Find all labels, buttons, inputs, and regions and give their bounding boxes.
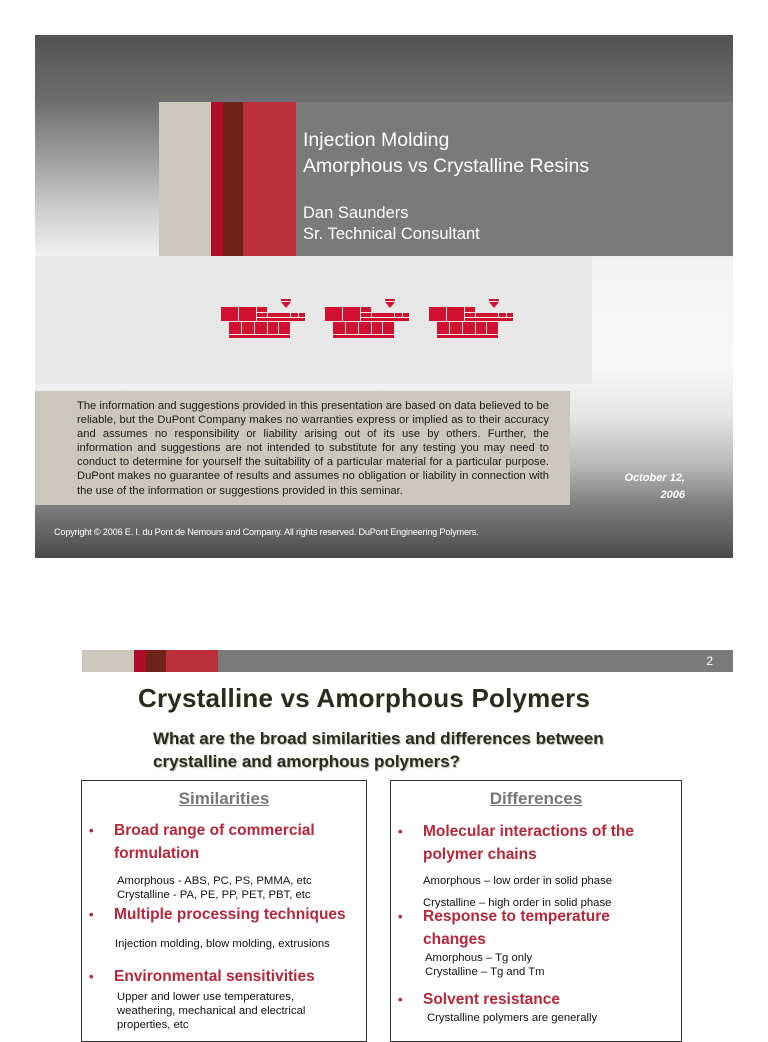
detail-text: Crystalline – Tg and Tm bbox=[425, 966, 545, 978]
title-line-1: Injection Molding bbox=[303, 129, 450, 151]
similarity-bullet bbox=[89, 903, 346, 926]
bullet-text: Multiple processing techniques bbox=[114, 906, 346, 923]
similarities-heading: Similarities bbox=[178, 789, 270, 808]
differences-heading: Differences bbox=[489, 789, 583, 808]
bullet-text: Environmental sensitivities bbox=[114, 968, 315, 985]
presenter bbox=[303, 203, 480, 245]
title-slide bbox=[35, 35, 733, 558]
detail-text: Crystalline – high order in solid phase bbox=[423, 897, 612, 909]
bullet-dot-icon: • bbox=[89, 969, 94, 984]
page-number: 2 bbox=[706, 654, 713, 668]
detail-text: Amorphous - ABS, PC, PS, PMMA, etc bbox=[117, 875, 312, 887]
bullet-text: formulation bbox=[114, 845, 200, 862]
dark-red-stripe bbox=[146, 650, 166, 672]
subtitle-line-2: crystalline and amorphous polymers? bbox=[153, 752, 461, 771]
difference-bullet bbox=[398, 988, 560, 1011]
detail-text: weathering, mechanical and electrical bbox=[117, 1005, 306, 1017]
presentation-date bbox=[595, 470, 685, 504]
red-stripe bbox=[134, 650, 146, 672]
brick-red-stripe bbox=[166, 650, 218, 672]
dark-red-stripe bbox=[223, 102, 243, 256]
similarity-detail bbox=[117, 990, 305, 1032]
presenter-name: Dan Saunders bbox=[303, 204, 409, 222]
bullet-text: Molecular interactions of the bbox=[423, 823, 635, 840]
header-gradient bbox=[35, 35, 733, 102]
detail-text: Injection molding, blow molding, extrusions bbox=[115, 938, 330, 950]
similarity-detail bbox=[117, 874, 312, 902]
slide-subtitle bbox=[153, 727, 604, 773]
differences-box bbox=[390, 780, 682, 1042]
copyright-notice: Copyright © 2006 E. I. du Pont de Nemours and Company. All rights reserved. DuPont Engineering Polymers. bbox=[54, 527, 479, 537]
disclaimer-box bbox=[35, 391, 570, 505]
similarity-bullet bbox=[89, 965, 315, 988]
detail-text: Upper and lower use temperatures, bbox=[117, 991, 295, 1003]
beige-stripe bbox=[159, 102, 211, 256]
slide-title: Crystalline vs Amorphous Polymers bbox=[138, 683, 591, 713]
bullet-dot-icon: • bbox=[398, 992, 403, 1007]
subtitle-line-1: What are the broad similarities and differences between bbox=[153, 729, 604, 748]
detail-text: Crystalline polymers are generally bbox=[427, 1012, 598, 1024]
similarities-box bbox=[81, 780, 367, 1042]
left-gradient bbox=[35, 102, 159, 256]
bullet-dot-icon: • bbox=[89, 823, 94, 838]
title-line-2: Amorphous vs Crystalline Resins bbox=[303, 155, 590, 177]
bullet-text: changes bbox=[423, 931, 486, 948]
detail-text: properties, etc bbox=[117, 1019, 189, 1031]
bullet-dot-icon: • bbox=[398, 824, 403, 839]
detail-text: Amorphous – Tg only bbox=[425, 952, 533, 964]
difference-bullet bbox=[398, 905, 610, 951]
bullet-text: Broad range of commercial bbox=[114, 822, 315, 839]
date-line-1: October 12, bbox=[624, 472, 685, 484]
bullet-dot-icon: • bbox=[89, 907, 94, 922]
detail-text: Crystalline - PA, PE, PP, PET, PBT, etc bbox=[117, 889, 311, 901]
machine-icons-row bbox=[221, 297, 521, 341]
slide-header-bar bbox=[82, 650, 733, 672]
red-stripe bbox=[211, 102, 223, 256]
difference-detail bbox=[425, 951, 545, 979]
injection-molding-machine-icon bbox=[325, 297, 415, 341]
bullet-dot-icon: • bbox=[398, 909, 403, 924]
similarity-bullet bbox=[89, 819, 315, 865]
injection-molding-machine-icon bbox=[429, 297, 519, 341]
date-line-2: 2006 bbox=[660, 489, 685, 501]
beige-stripe bbox=[82, 650, 134, 672]
bullet-text: Solvent resistance bbox=[423, 991, 560, 1008]
brick-red-stripe bbox=[243, 102, 296, 256]
bullet-text: Response to temperature bbox=[423, 908, 610, 925]
injection-molding-machine-icon bbox=[221, 297, 311, 341]
similarity-detail bbox=[115, 937, 330, 951]
detail-text: Amorphous – low order in solid phase bbox=[423, 875, 613, 887]
disclaimer-text: The information and suggestions provided in this presentation are based on data believed to be reliable, but the DuPont Company makes no warranties express or implied as to their accuracy and assumes no responsibility or liability arising out of its use by others. Further, the information and suggestions are not intended to substitute for any testing you may need to conduct to determine for yourself the suitability of a particular material for a particular purpose. DuPont makes no guarantee of results and assumes no obligation or liability in connection with the use of the information or suggestions provided in this seminar. bbox=[77, 400, 549, 497]
bullet-text: polymer chains bbox=[423, 846, 537, 863]
difference-detail bbox=[427, 1011, 597, 1025]
difference-bullet bbox=[398, 820, 635, 866]
presenter-role: Sr. Technical Consultant bbox=[303, 225, 480, 243]
presentation-title bbox=[303, 127, 589, 179]
